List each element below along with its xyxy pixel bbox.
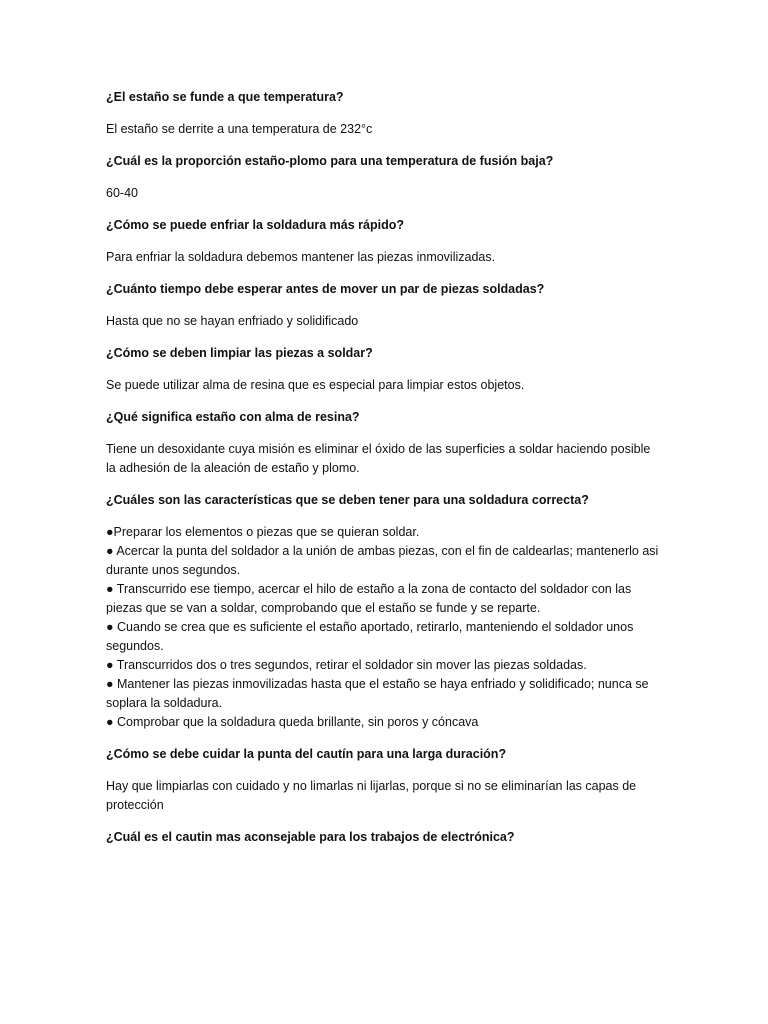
answer-8-line-2: protección — [106, 798, 164, 812]
answer-7-line-2: ● Acercar la punta del soldador a la unión de ambas piezas, con el fin de caldearlas; mantenerlo asi — [106, 544, 659, 558]
answer-6-line-2: la adhesión de la aleación de estaño y plomo. — [106, 461, 360, 475]
answer-7-line-11: ● Comprobar que la soldadura queda brillante, sin poros y cóncava — [106, 715, 479, 729]
answer-1: El estaño se derrite a una temperatura de 232°c — [106, 122, 373, 136]
question-2: ¿Cuál es la proporción estaño-plomo para una temperatura de fusión baja? — [106, 154, 554, 168]
question-7: ¿Cuáles son las características que se deben tener para una soldadura correcta? — [106, 493, 589, 507]
question-8: ¿Cómo se debe cuidar la punta del cautín para una larga duración? — [106, 747, 507, 761]
question-6: ¿Qué significa estaño con alma de resina? — [106, 410, 360, 424]
answer-6-line-1: Tiene un desoxidante cuya misión es eliminar el óxido de las superficies a soldar haciendo posible — [106, 442, 651, 456]
question-1: ¿El estaño se funde a que temperatura? — [106, 90, 344, 104]
answer-7-line-10: soplara la soldadura. — [106, 696, 223, 710]
answer-7-line-6: ● Cuando se crea que es suficiente el estaño aportado, retirarlo, manteniendo el soldador unos — [106, 620, 634, 634]
answer-7-line-1: ●Preparar los elementos o piezas que se quieran soldar. — [106, 525, 420, 539]
answer-8-line-1: Hay que limpiarlas con cuidado y no limarlas ni lijarlas, porque si no se eliminarían las capas de — [106, 779, 637, 793]
answer-7-line-7: segundos. — [106, 639, 164, 653]
answer-7-line-5: piezas que se van a soldar, comprobando que el estaño se funde y se reparte. — [106, 601, 541, 615]
answer-7-line-8: ● Transcurridos dos o tres segundos, retirar el soldador sin mover las piezas soldadas. — [106, 658, 587, 672]
answer-5: Se puede utilizar alma de resina que es especial para limpiar estos objetos. — [106, 378, 525, 392]
answer-3: Para enfriar la soldadura debemos mantener las piezas inmovilizadas. — [106, 250, 496, 264]
answer-2: 60-40 — [106, 186, 138, 200]
answer-4: Hasta que no se hayan enfriado y solidificado — [106, 314, 359, 328]
question-5: ¿Cómo se deben limpiar las piezas a soldar? — [106, 346, 373, 360]
question-4: ¿Cuánto tiempo debe esperar antes de mover un par de piezas soldadas? — [106, 282, 545, 296]
answer-7-line-9: ● Mantener las piezas inmovilizadas hasta que el estaño se haya enfriado y solidificado; nunca se — [106, 677, 649, 691]
answer-7-line-3: durante unos segundos. — [106, 563, 241, 577]
question-3: ¿Cómo se puede enfriar la soldadura más rápido? — [106, 218, 404, 232]
answer-7-line-4: ● Transcurrido ese tiempo, acercar el hilo de estaño a la zona de contacto del soldador con las — [106, 582, 632, 596]
question-9: ¿Cuál es el cautin mas aconsejable para los trabajos de electrónica? — [106, 830, 515, 844]
